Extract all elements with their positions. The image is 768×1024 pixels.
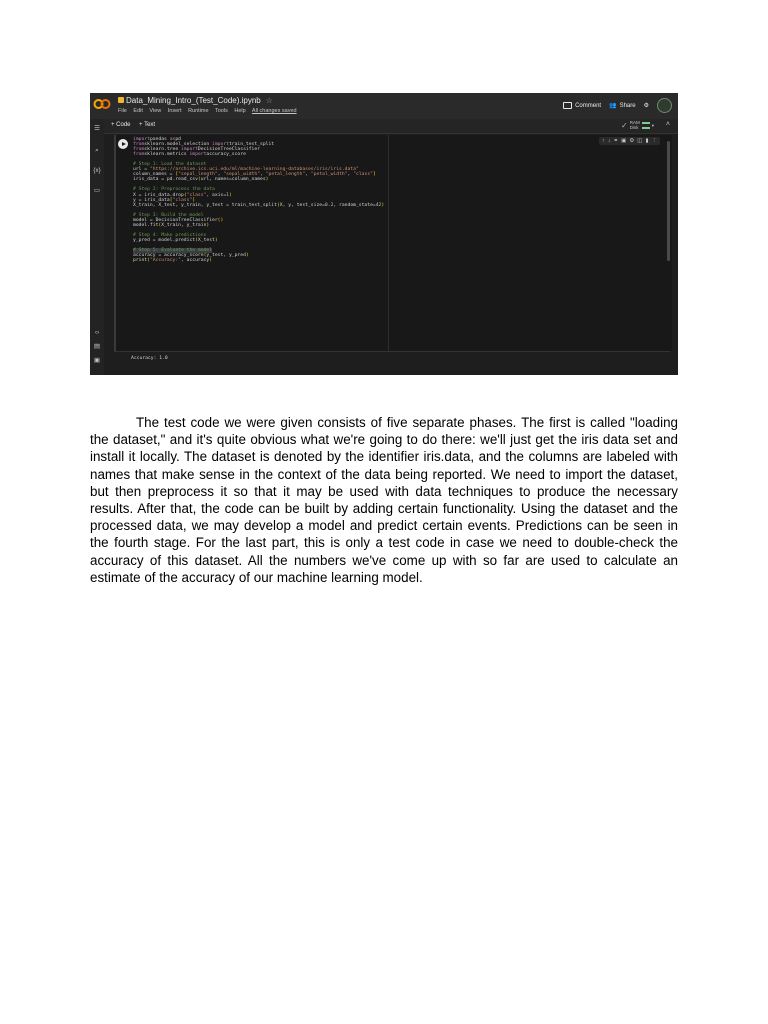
variables-icon[interactable]: {x} [93, 167, 101, 174]
code-line: fromsklearn.metrics importaccuracy_score [133, 152, 246, 158]
resource-indicator[interactable]: ✓ RAM Disk ▾ [621, 120, 654, 130]
notebook-toolbar [104, 119, 678, 134]
body-paragraph: The test code we were given consists of five separate phases. The first is called "loading the dataset," and it's quite obvious what we're going to do there: we'll just get the iris data set and install it locally. The dataset is denoted by the identifier iris.data, and the columns are labeled with names that make sense in the context of the data being reported. We need to import the dataset, but then preprocess it so that it may be used with data techniques to produce the necessary results. After that, the code can be built by adding certain functionality. Using the dataset and the processed data, we may develop a model and predict certain events. Predictions can be seen in the fourth stage. For the last part, this is only a test code in case we need to double-check the accuracy of this dataset. All the numbers we've come up with so far are used to calculate an estimate of the accuracy of our machine learning model. [90, 415, 678, 585]
output-text: Accuracy: 1.0 [131, 356, 168, 361]
people-icon: 👥 [609, 103, 617, 109]
run-cell-button[interactable] [118, 139, 128, 149]
notebook-title[interactable]: Data_Mining_Intro_(Test_Code).ipynb ☆ [118, 96, 273, 105]
comment-icon[interactable]: ▣ [621, 138, 627, 144]
disk-bar [642, 127, 650, 129]
mirror-cell-icon[interactable]: ◫ [637, 138, 643, 144]
menu-view[interactable]: View [149, 108, 162, 114]
terminal-icon[interactable]: ▣ [93, 357, 101, 364]
add-code-button[interactable]: + Code [111, 122, 131, 128]
chevron-down-icon[interactable]: ▾ [651, 122, 654, 128]
move-down-icon[interactable]: ↓ [607, 138, 611, 144]
cell-toolbar [599, 137, 660, 145]
menu-tools[interactable]: Tools [215, 108, 228, 114]
search-icon[interactable]: ⌕ [95, 147, 99, 154]
delete-icon[interactable]: ▮ [645, 138, 649, 144]
code-cell[interactable] [114, 135, 672, 351]
share-button[interactable]: 👥 Share [609, 102, 636, 109]
left-sidebar [90, 119, 104, 375]
code-line: url = "https://archive.ics.uci.edu/ml/machine-learning-databases/iris/iris.data" [133, 167, 359, 173]
star-icon[interactable]: ☆ [265, 96, 273, 105]
comment-icon [563, 102, 572, 109]
save-status[interactable]: All changes saved [251, 108, 297, 114]
code-line: print("Accuracy:", accuracy) [133, 258, 213, 264]
chevron-up-icon[interactable]: ˄ [665, 121, 670, 128]
code-line: model = DecisionTreeClassifier() [133, 217, 224, 223]
code-line: importpandas aspd [133, 137, 182, 142]
code-line: fromsklearn.model_selection importtrain_test_split [133, 142, 275, 148]
code-line: column_names = ["sepal_length", "sepal_width", "petal_length", "petal_width", "class"] [133, 172, 376, 178]
drive-icon [118, 97, 124, 103]
code-line: # Step 1: Load the dataset [133, 162, 207, 168]
code-line: model.fit(X_train, y_train) [133, 222, 210, 228]
link-icon[interactable]: ⚭ [613, 138, 619, 144]
settings-gear-icon[interactable]: ⚙ [643, 103, 649, 109]
code-line: X_train, X_test, y_train, y_test = train_test_split(X, y, test_size=0.2, random_state=42) [133, 202, 385, 208]
cell-output [114, 351, 670, 372]
colab-header [90, 93, 678, 119]
add-text-button[interactable]: + Text [139, 122, 156, 128]
code-line: accuracy = accuracy_score(y_test, y_pred) [133, 253, 249, 259]
check-icon: ✓ [621, 120, 628, 130]
table-of-contents-icon[interactable]: ☰ [94, 125, 100, 132]
code-line: # Step 2: Preprocess the data [133, 187, 215, 193]
ram-bar [642, 122, 650, 124]
command-palette-icon[interactable]: ▤ [93, 343, 101, 350]
menu-edit[interactable]: Edit [133, 108, 143, 114]
code-line: iris_data = pd.read_csv(url, names=column_names) [133, 177, 269, 183]
avatar[interactable] [657, 98, 672, 113]
code-line: fromsklearn.tree importDecisionTreeClassifier [133, 147, 261, 153]
menu-insert[interactable]: Insert [167, 108, 182, 114]
scrollbar[interactable] [667, 141, 670, 261]
menu-help[interactable]: Help [234, 108, 246, 114]
colab-screenshot [90, 93, 678, 375]
files-folder-icon[interactable]: ▭ [93, 187, 101, 194]
code-snippets-icon[interactable]: ‹› [94, 329, 100, 336]
header-actions [563, 98, 672, 113]
code-line: y = iris_data["class"] [133, 197, 196, 203]
menu-runtime[interactable]: Runtime [188, 108, 209, 114]
settings-gear-icon[interactable]: ⚙ [629, 138, 635, 144]
code-editor[interactable] [133, 137, 384, 263]
code-line: # Step 4: Make predictions [133, 232, 207, 238]
ruler-line [388, 135, 389, 351]
menu-file[interactable]: File [118, 108, 127, 114]
code-line: y_pred = model.predict(X_test) [133, 237, 218, 243]
code-line: # Step 3: Build the model [133, 212, 204, 218]
code-line: # Step 5: Evaluate the model [133, 248, 213, 254]
menu-bar [118, 108, 302, 114]
colab-logo-icon [93, 98, 111, 110]
move-up-icon[interactable]: ↑ [602, 138, 605, 144]
code-line: X = iris_data.drop("class", axis=1) [133, 192, 232, 198]
comment-button[interactable]: Comment [563, 102, 601, 109]
more-vert-icon[interactable]: ⋮ [651, 138, 657, 144]
